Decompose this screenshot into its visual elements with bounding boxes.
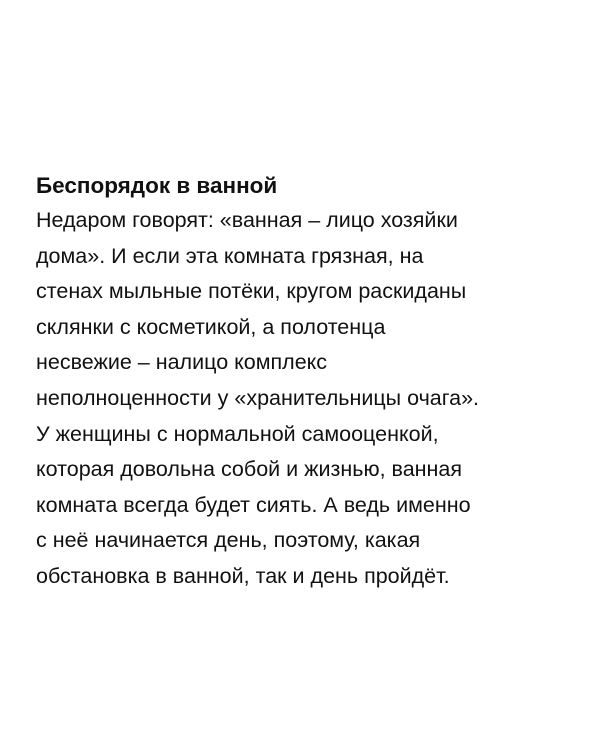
paragraph-line: с неё начинается день, поэтому, какая bbox=[36, 528, 421, 553]
paragraph-line: несвежие – налицо комплекс bbox=[36, 350, 328, 375]
paragraph-line: стенах мыльные потёки, кругом раскиданы bbox=[36, 279, 467, 304]
paragraph-line: Недаром говорят: «ванная – лицо хозяйки bbox=[36, 208, 458, 232]
paragraph-line: неполноценности у «хранительницы очага». bbox=[36, 385, 479, 410]
paragraph-line: комната всегда будет сиять. А ведь именно bbox=[36, 492, 471, 517]
article-text-block bbox=[36, 168, 576, 595]
paragraph-line: У женщины с нормальной самооценкой, bbox=[36, 421, 439, 446]
paragraph-line: склянки с косметикой, а полотенца bbox=[36, 314, 386, 339]
paragraph-line: обстановка в ванной, так и день пройдёт. bbox=[36, 563, 450, 588]
article-heading: Беспорядок в ванной bbox=[36, 173, 278, 198]
paragraph-line: которая довольна собой и жизнью, ванная bbox=[36, 457, 463, 482]
paragraph-line: дома». И если эта комната грязная, на bbox=[36, 243, 424, 268]
